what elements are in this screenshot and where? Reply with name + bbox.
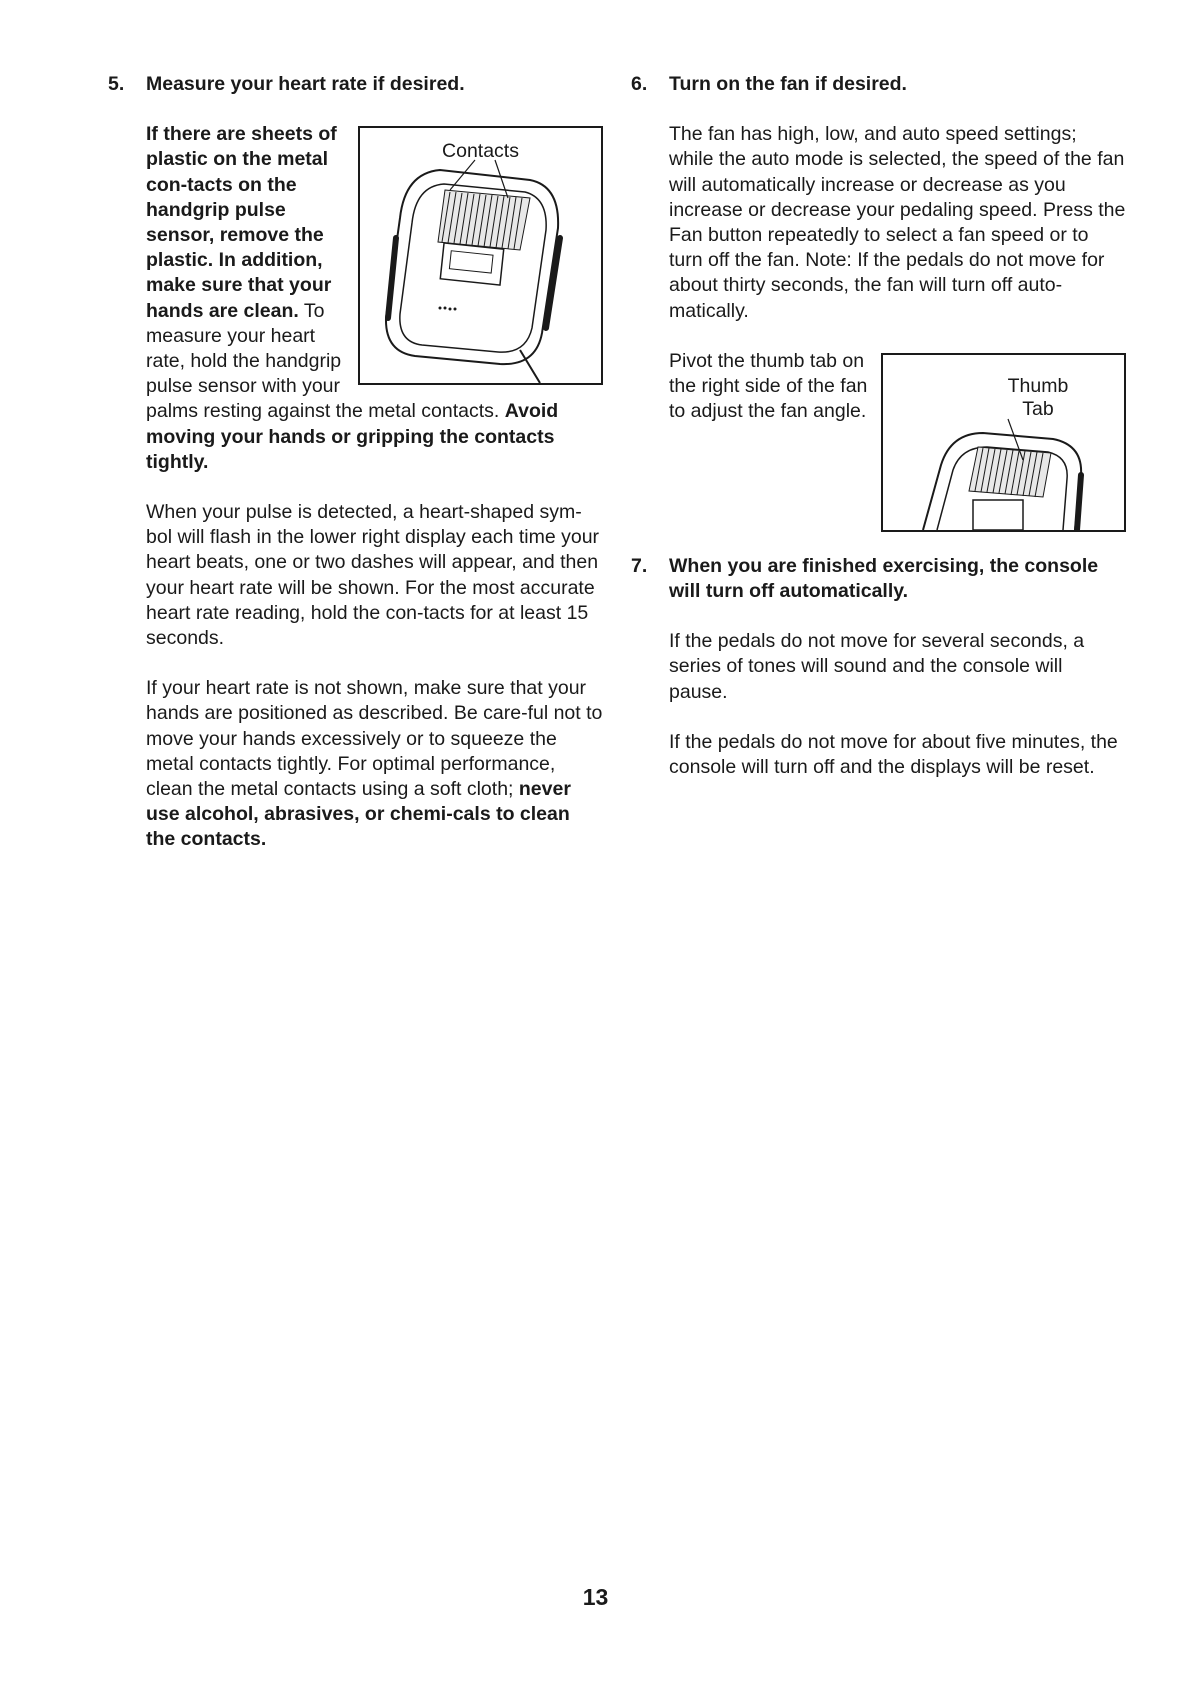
step-5-paragraph-2: When your pulse is detected, a heart-shaped sym-bol will flash in the lower right display each time your heart beats, one or two dashes will appear, and then your heart rate will be shown. For the most accurate heart rate reading, hold the con-tacts for at least 15 seconds. xyxy=(146,501,600,650)
step-6-paragraph-1: The fan has high, low, and auto speed settings; while the auto mode is selected, the speed of the fan will automatically increase or decrease as you increase or decrease your pedaling speed. Press the Fan button repeatedly to select a fan speed or to turn off the fan. Note: If the pedals do not move for about thirty seconds, the fan will turn off auto-matically. xyxy=(669,123,1126,322)
step-5-warning: If there are sheets of plastic on the metal con-tacts on the handgrip pulse sensor, remove the plastic. In addition, make sure that your hands are clean. xyxy=(146,123,337,322)
step-7-title: When you are finished exercising, the console will turn off automatically. xyxy=(669,554,1099,603)
step-5-body xyxy=(108,122,603,852)
step-5-caution: Avoid moving your hands or gripping the contacts tightly. xyxy=(146,400,559,473)
right-column xyxy=(631,72,1126,805)
step-7-paragraph-1: If the pedals do not move for several seconds, a series of tones will sound and the console will pause. xyxy=(669,630,1085,703)
step-6-paragraph-2: Pivot the thumb tab on the right side of the fan to adjust the fan angle. xyxy=(669,349,868,423)
thumb-tab-label xyxy=(963,375,1113,421)
console-contacts-illustration xyxy=(360,128,601,383)
step-6-heading xyxy=(631,72,1126,97)
contacts-figure xyxy=(358,126,603,385)
step-5-p3-bold: never use alcohol, abrasives, or chemi-cals to clean the contacts. xyxy=(146,778,571,851)
thumb-tab-figure xyxy=(881,353,1126,532)
thumb-tab-label-line-1: Thumb xyxy=(1007,374,1069,397)
step-5-instruction: To measure your heart rate, hold the handgrip pulse sensor with your palms resting against the metal contacts. xyxy=(146,299,505,423)
step-5-paragraph-3 xyxy=(146,676,603,852)
left-column xyxy=(108,72,603,878)
step-7-heading xyxy=(631,554,1126,604)
step-6-title: Turn on the fan if desired. xyxy=(669,73,907,95)
step-6-body xyxy=(631,122,1126,532)
step-5-p3-text: If your heart rate is not shown, make sure that your hands are positioned as described. Be care-ful not to move your hands excessively or to squeeze the metal contacts tightly. For optimal performance, clean the metal contacts using a soft cloth; xyxy=(146,677,603,801)
page-number: 13 xyxy=(582,1584,609,1610)
step-5-title: Measure your heart rate if desired. xyxy=(146,73,465,95)
step-7-paragraph-2: If the pedals do not move for about five minutes, the console will turn off and the displays will be reset. xyxy=(669,730,1118,779)
step-5-heading xyxy=(108,72,603,97)
thumb-tab-label-line-2: Tab xyxy=(1022,397,1054,420)
step-5-number: 5. xyxy=(108,73,125,95)
step-6-number: 6. xyxy=(631,73,648,95)
step-7-body xyxy=(631,629,1126,780)
step-7-number: 7. xyxy=(631,554,648,577)
contacts-label: Contacts xyxy=(442,140,519,163)
